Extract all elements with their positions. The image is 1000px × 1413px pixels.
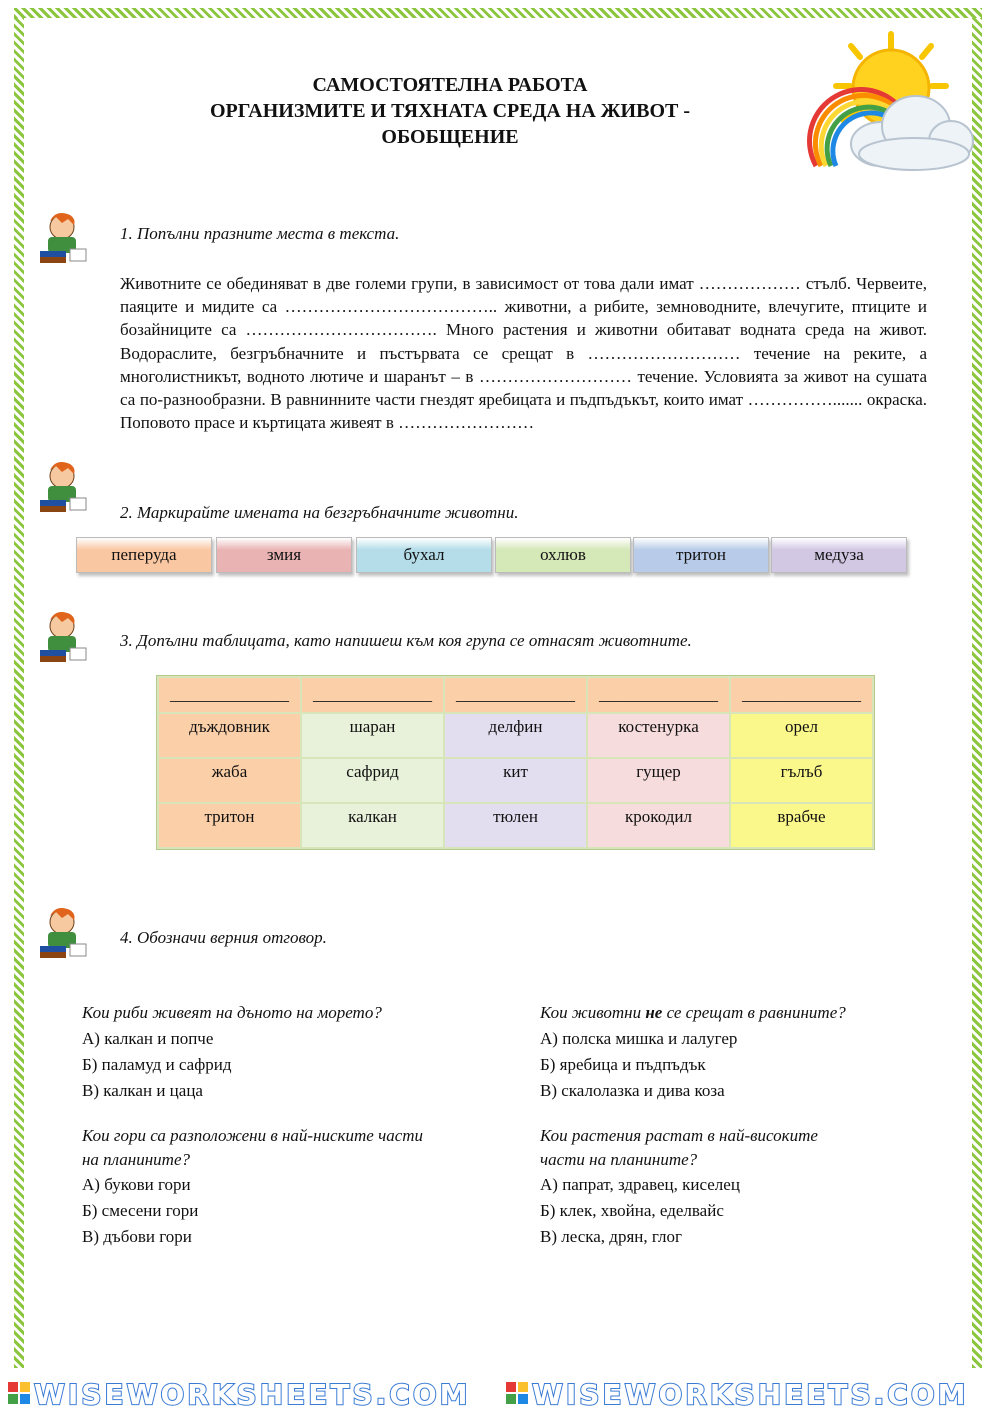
table-cell: орел: [731, 714, 872, 757]
question-2-negation: не: [645, 1003, 663, 1022]
answer-option[interactable]: В) скалолазка и дива коза: [540, 1081, 725, 1100]
table-cell: крокодил: [588, 804, 729, 847]
sun-rainbow-cloud-icon: [796, 26, 976, 176]
page-title: [150, 72, 750, 150]
group-name-blank[interactable]: ______________: [159, 678, 300, 712]
animal-choice-buhal[interactable]: бухал: [356, 537, 492, 573]
title-line-2: ОРГАНИЗМИТЕ И ТЯХНАТА СРЕДА НА ЖИВОТ -: [209, 100, 691, 122]
wiseworksheets-logo-icon: [8, 1382, 30, 1404]
table-cell: гълъб: [731, 759, 872, 802]
animal-choice-zmiya[interactable]: змия: [216, 537, 352, 573]
wiseworksheets-logo-icon: [506, 1382, 528, 1404]
animal-choice-ohlyuv[interactable]: охлюв: [495, 537, 631, 573]
task-2-heading: 2. Маркирайте имената на безгръбначните животни.: [120, 503, 519, 522]
question-2-text-before: Кои животни: [540, 1003, 646, 1022]
animal-choice-triton[interactable]: тритон: [633, 537, 769, 573]
table-cell: тритон: [159, 804, 300, 847]
animal-choice-peperuda[interactable]: пеперуда: [76, 537, 212, 573]
question-2: [540, 1000, 846, 1104]
answer-option[interactable]: Б) смесени гори: [82, 1201, 199, 1220]
question-4: [540, 1124, 818, 1250]
group-name-blank[interactable]: ______________: [731, 678, 872, 712]
question-3: [82, 1124, 423, 1250]
table-cell: сафрид: [302, 759, 443, 802]
question-4-text-line-1: Кои растения растат в най-високите: [540, 1126, 818, 1145]
answer-option[interactable]: Б) паламуд и сафрид: [82, 1055, 232, 1074]
group-name-blank[interactable]: ______________: [302, 678, 443, 712]
table-cell: костенурка: [588, 714, 729, 757]
table-cell: врабче: [731, 804, 872, 847]
title-line-3: ОБОБЩЕНИЕ: [381, 126, 519, 148]
answer-option[interactable]: Б) яребица и пъдпъдък: [540, 1055, 706, 1074]
answer-option[interactable]: Б) клек, хвойна, еделвайс: [540, 1201, 724, 1220]
title-line-1: САМОСТОЯТЕЛНА РАБОТА: [312, 74, 588, 96]
answer-option[interactable]: В) калкан и цаца: [82, 1081, 203, 1100]
table-row: [159, 804, 872, 847]
table-header-row: [159, 678, 872, 712]
question-2-text: [540, 1000, 846, 1026]
answer-option[interactable]: В) леска, дрян, глог: [540, 1227, 682, 1246]
group-name-blank[interactable]: ______________: [588, 678, 729, 712]
footer-brand-text: WISEWORKSHEETS.COM: [34, 1378, 471, 1411]
answer-option[interactable]: А) папрат, здравец, киселец: [540, 1175, 740, 1194]
answer-option[interactable]: А) букови гори: [82, 1175, 191, 1194]
table-cell: тюлен: [445, 804, 586, 847]
page-border-right: [972, 8, 982, 1368]
table-cell: делфин: [445, 714, 586, 757]
table-cell: кит: [445, 759, 586, 802]
thinking-student-icon: [34, 606, 94, 666]
footer-brand-text: WISEWORKSHEETS.COM: [532, 1378, 969, 1411]
question-1: [82, 1000, 382, 1104]
table-cell: дъждовник: [159, 714, 300, 757]
answer-option[interactable]: В) дъбови гори: [82, 1227, 192, 1246]
question-2-text-after: се срещат в равнините?: [662, 1003, 846, 1022]
question-1-text: Кои риби живеят на дъното на морето?: [82, 1003, 382, 1022]
footer-watermark: [0, 1376, 1000, 1413]
task-1-fill-text: Животните се обединяват в две големи групи, в зависимост от това дали имат ……………… стълб. Червеите, паяците и мидите са ……………………………….. животни, а рибите, земноводните, влечугите, птиците и бозайниците са ……………………………. Много растения и животни обитават водната среда на живот. Водораслите, безгръбначните и пъстървата се срещат в ……………………… течение на реките, а многолистникът, водното лютиче и шаранът – в ……………………… течение. Условията за живот на сушата са по-разнообразни. В равнинните части гнездят яребицата и пъдпъдъкът, които имат ……………....... окраска. Поповото прасе и къртицата живеят в ……………………: [120, 274, 927, 433]
table-cell: калкан: [302, 804, 443, 847]
animal-groups-table: [156, 675, 875, 850]
table-cell: жаба: [159, 759, 300, 802]
thinking-student-icon: [34, 902, 94, 962]
answer-option[interactable]: А) полска мишка и лалугер: [540, 1029, 738, 1048]
question-3-text-line-1: Кои гори са разположени в най-ниските части: [82, 1126, 424, 1145]
group-name-blank[interactable]: ______________: [445, 678, 586, 712]
question-4-text-line-2: части на планините?: [540, 1150, 698, 1169]
table-row: [159, 714, 872, 757]
page-border-left: [14, 8, 24, 1368]
question-3-text-line-2: на планините?: [82, 1150, 190, 1169]
table-cell: гущер: [588, 759, 729, 802]
thinking-student-icon: [34, 207, 94, 267]
animal-choice-list: [76, 537, 906, 575]
task-4-heading: 4. Обозначи верния отговор.: [120, 928, 327, 947]
table-cell: шаран: [302, 714, 443, 757]
task-3-heading: 3. Допълни таблицата, като напишеш към коя група се отнасят животните.: [120, 631, 692, 650]
thinking-student-icon: [34, 456, 94, 516]
table-row: [159, 759, 872, 802]
task-1-heading: 1. Попълни празните места в текста.: [120, 224, 400, 243]
animal-choice-meduza[interactable]: медуза: [771, 537, 907, 573]
answer-option[interactable]: А) калкан и попче: [82, 1029, 214, 1048]
page-border-top: [14, 8, 982, 18]
